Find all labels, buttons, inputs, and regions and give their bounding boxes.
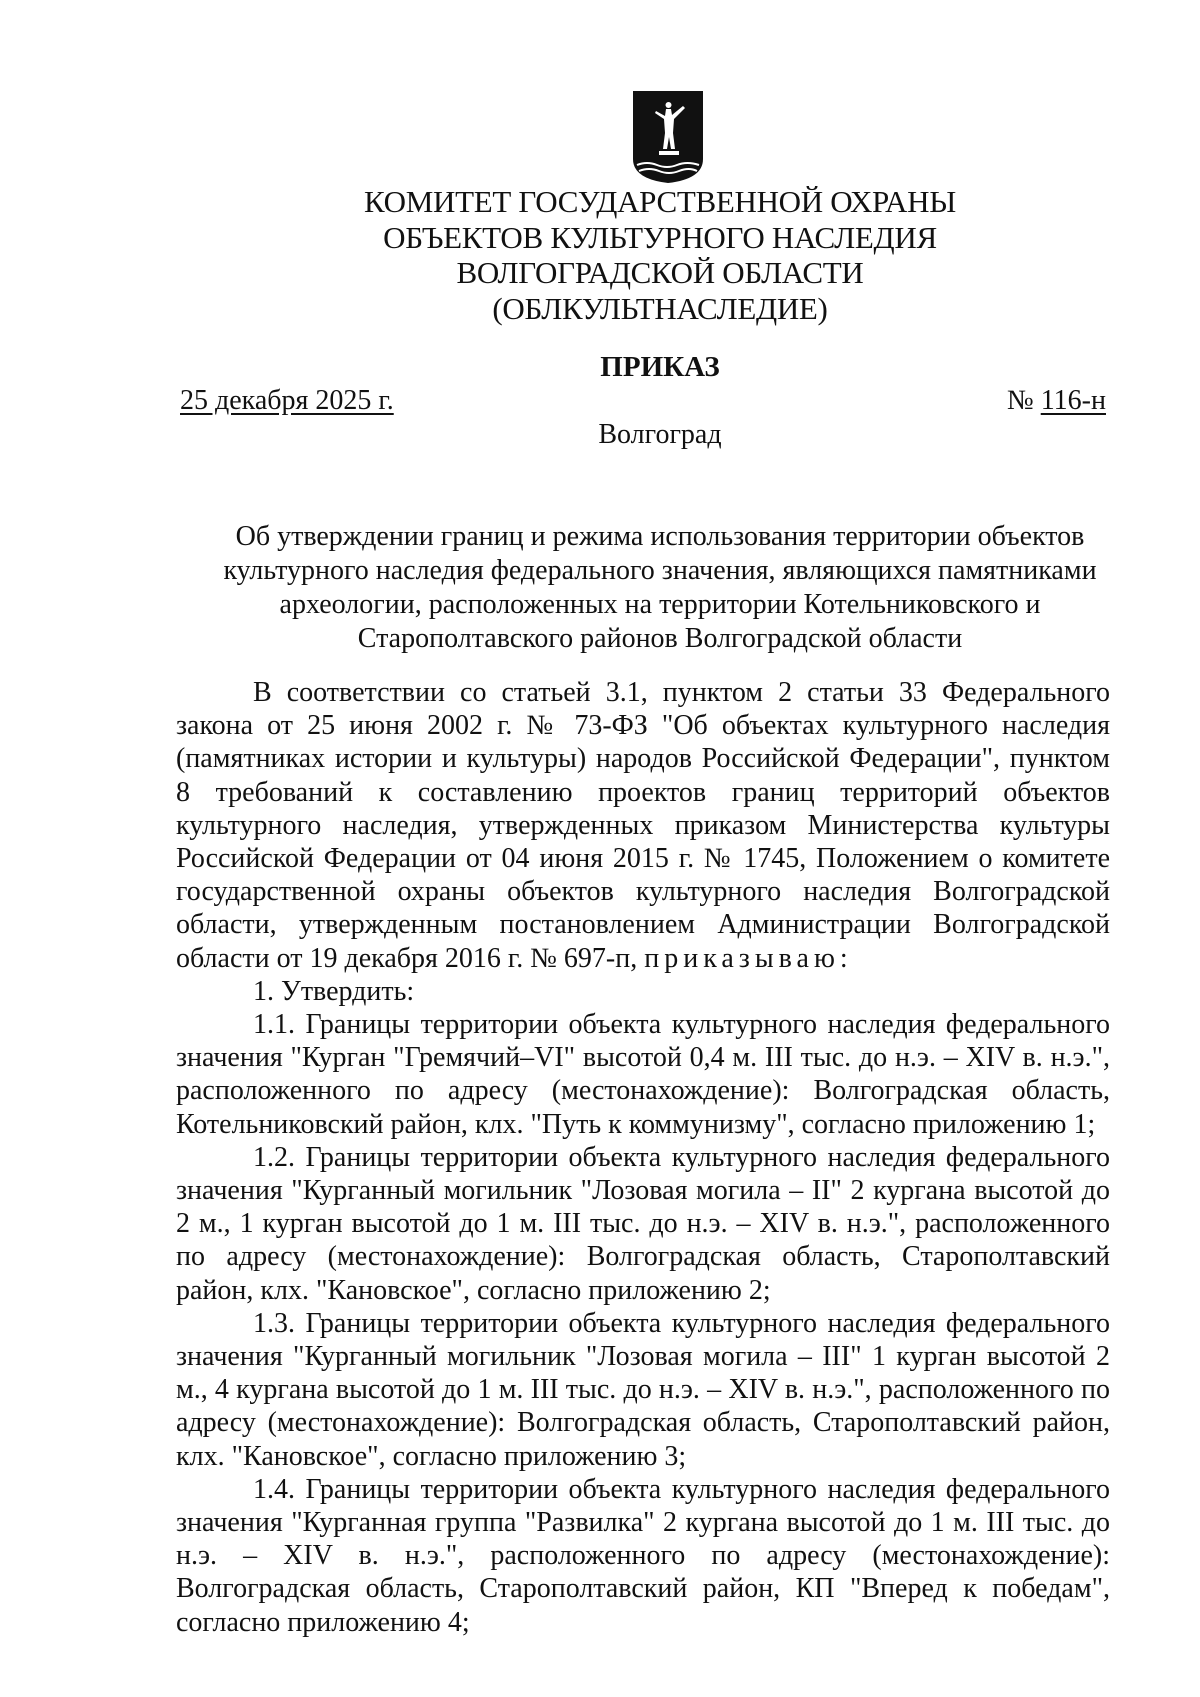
order-word: приказываю: <box>644 942 853 974</box>
org-line-2: ОБЪЕКТОВ КУЛЬТУРНОГО НАСЛЕДИЯ <box>383 219 937 255</box>
order-subject <box>160 520 1160 656</box>
item-1-4: 1.4. Границы территории объекта культурного наследия федерального значения "Курганная группа "Развилка" 2 кургана высотой до 1 м. III тыс. до н.э. – XIV в. н.э.", расположенного по адресу (местонахождение): Волгоградская область, Старополтавский район, КП "Вперед к победам", согласно приложению 4; <box>176 1473 1110 1638</box>
item-1-2: 1.2. Границы территории объекта культурного наследия федерального значения "Курганный могильник "Лозовая могила – II" 2 кургана высотой до 2 м., 1 курган высотой до 1 м. III тыс. до н.э. – XIV в. н.э.", расположенного по адресу (местонахождение): Волгоградская область, Старополтавский район, клх. "Кановское", согласно приложению 2; <box>176 1141 1110 1306</box>
order-city: Волгоград <box>598 419 722 450</box>
order-body <box>176 676 1110 1639</box>
subject-line-4: Старополтавского районов Волгоградской области <box>357 623 963 654</box>
order-date <box>180 384 394 418</box>
preamble-text: В соответствии со статьей 3.1, пунктом 2 статьи 33 Федерального закона от 25 июня 2002 г. № 73-ФЗ "Об объектах культурного наследия (памятниках истории и культуры) народов Российской Федерации", пунктом 8 требований к составлению проектов границ территорий объектов культурного наследия, утвержденных приказом Министерства культуры Российской Федерации от 04 июня 2015 г. № 1745, Положением о комитете государственной охраны объектов культурного наследия Волгоградской области, утвержденным постановлением Администрации Волгоградской области от 19 декабря 2016 г. № 697-п, <box>176 677 1110 974</box>
order-title: ПРИКАЗ <box>600 351 720 383</box>
order-number-value: 116-н <box>1040 385 1106 416</box>
order-number-prefix: № <box>1007 385 1034 416</box>
organization-name <box>160 184 1160 326</box>
preamble-paragraph <box>176 676 1110 975</box>
subject-line-3: археологии, расположенных на территории Котельниковского и <box>279 589 1041 620</box>
item-1-1: 1.1. Границы территории объекта культурного наследия федерального значения "Курган "Гремячий–VI" высотой 0,4 м. III тыс. до н.э. – XIV в. н.э.", расположенного по адресу (местонахождение): Волгоградская область, Котельниковский район, клх. "Путь к коммунизму", согласно приложению 1; <box>176 1009 1110 1140</box>
order-date-value: 25 декабря 2025 г. <box>180 385 394 416</box>
item-1-3: 1.3. Границы территории объекта культурного наследия федерального значения "Курганный могильник "Лозовая могила – III" 1 курган высотой 2 м., 4 кургана высотой до 1 м. III тыс. до н.э. – XIV в. н.э.", расположенного по адресу (местонахождение): Волгоградская область, Старополтавский район, клх. "Кановское", согласно приложению 3; <box>176 1307 1110 1472</box>
order-number <box>1007 384 1106 418</box>
subject-line-2: культурного наследия федерального значения, являющихся памятниками <box>223 555 1097 586</box>
org-line-4: (ОБЛКУЛЬТНАСЛЕДИЕ) <box>492 290 828 326</box>
org-line-1: КОМИТЕТ ГОСУДАРСТВЕННОЙ ОХРАНЫ <box>364 184 956 219</box>
org-line-3: ВОЛГОГРАДСКОЙ ОБЛАСТИ <box>456 255 864 290</box>
subject-line-1: Об утверждении границ и режима использования территории объектов <box>235 521 1085 552</box>
coat-of-arms-icon <box>631 89 705 185</box>
item-1: 1. Утвердить: <box>253 975 415 1007</box>
